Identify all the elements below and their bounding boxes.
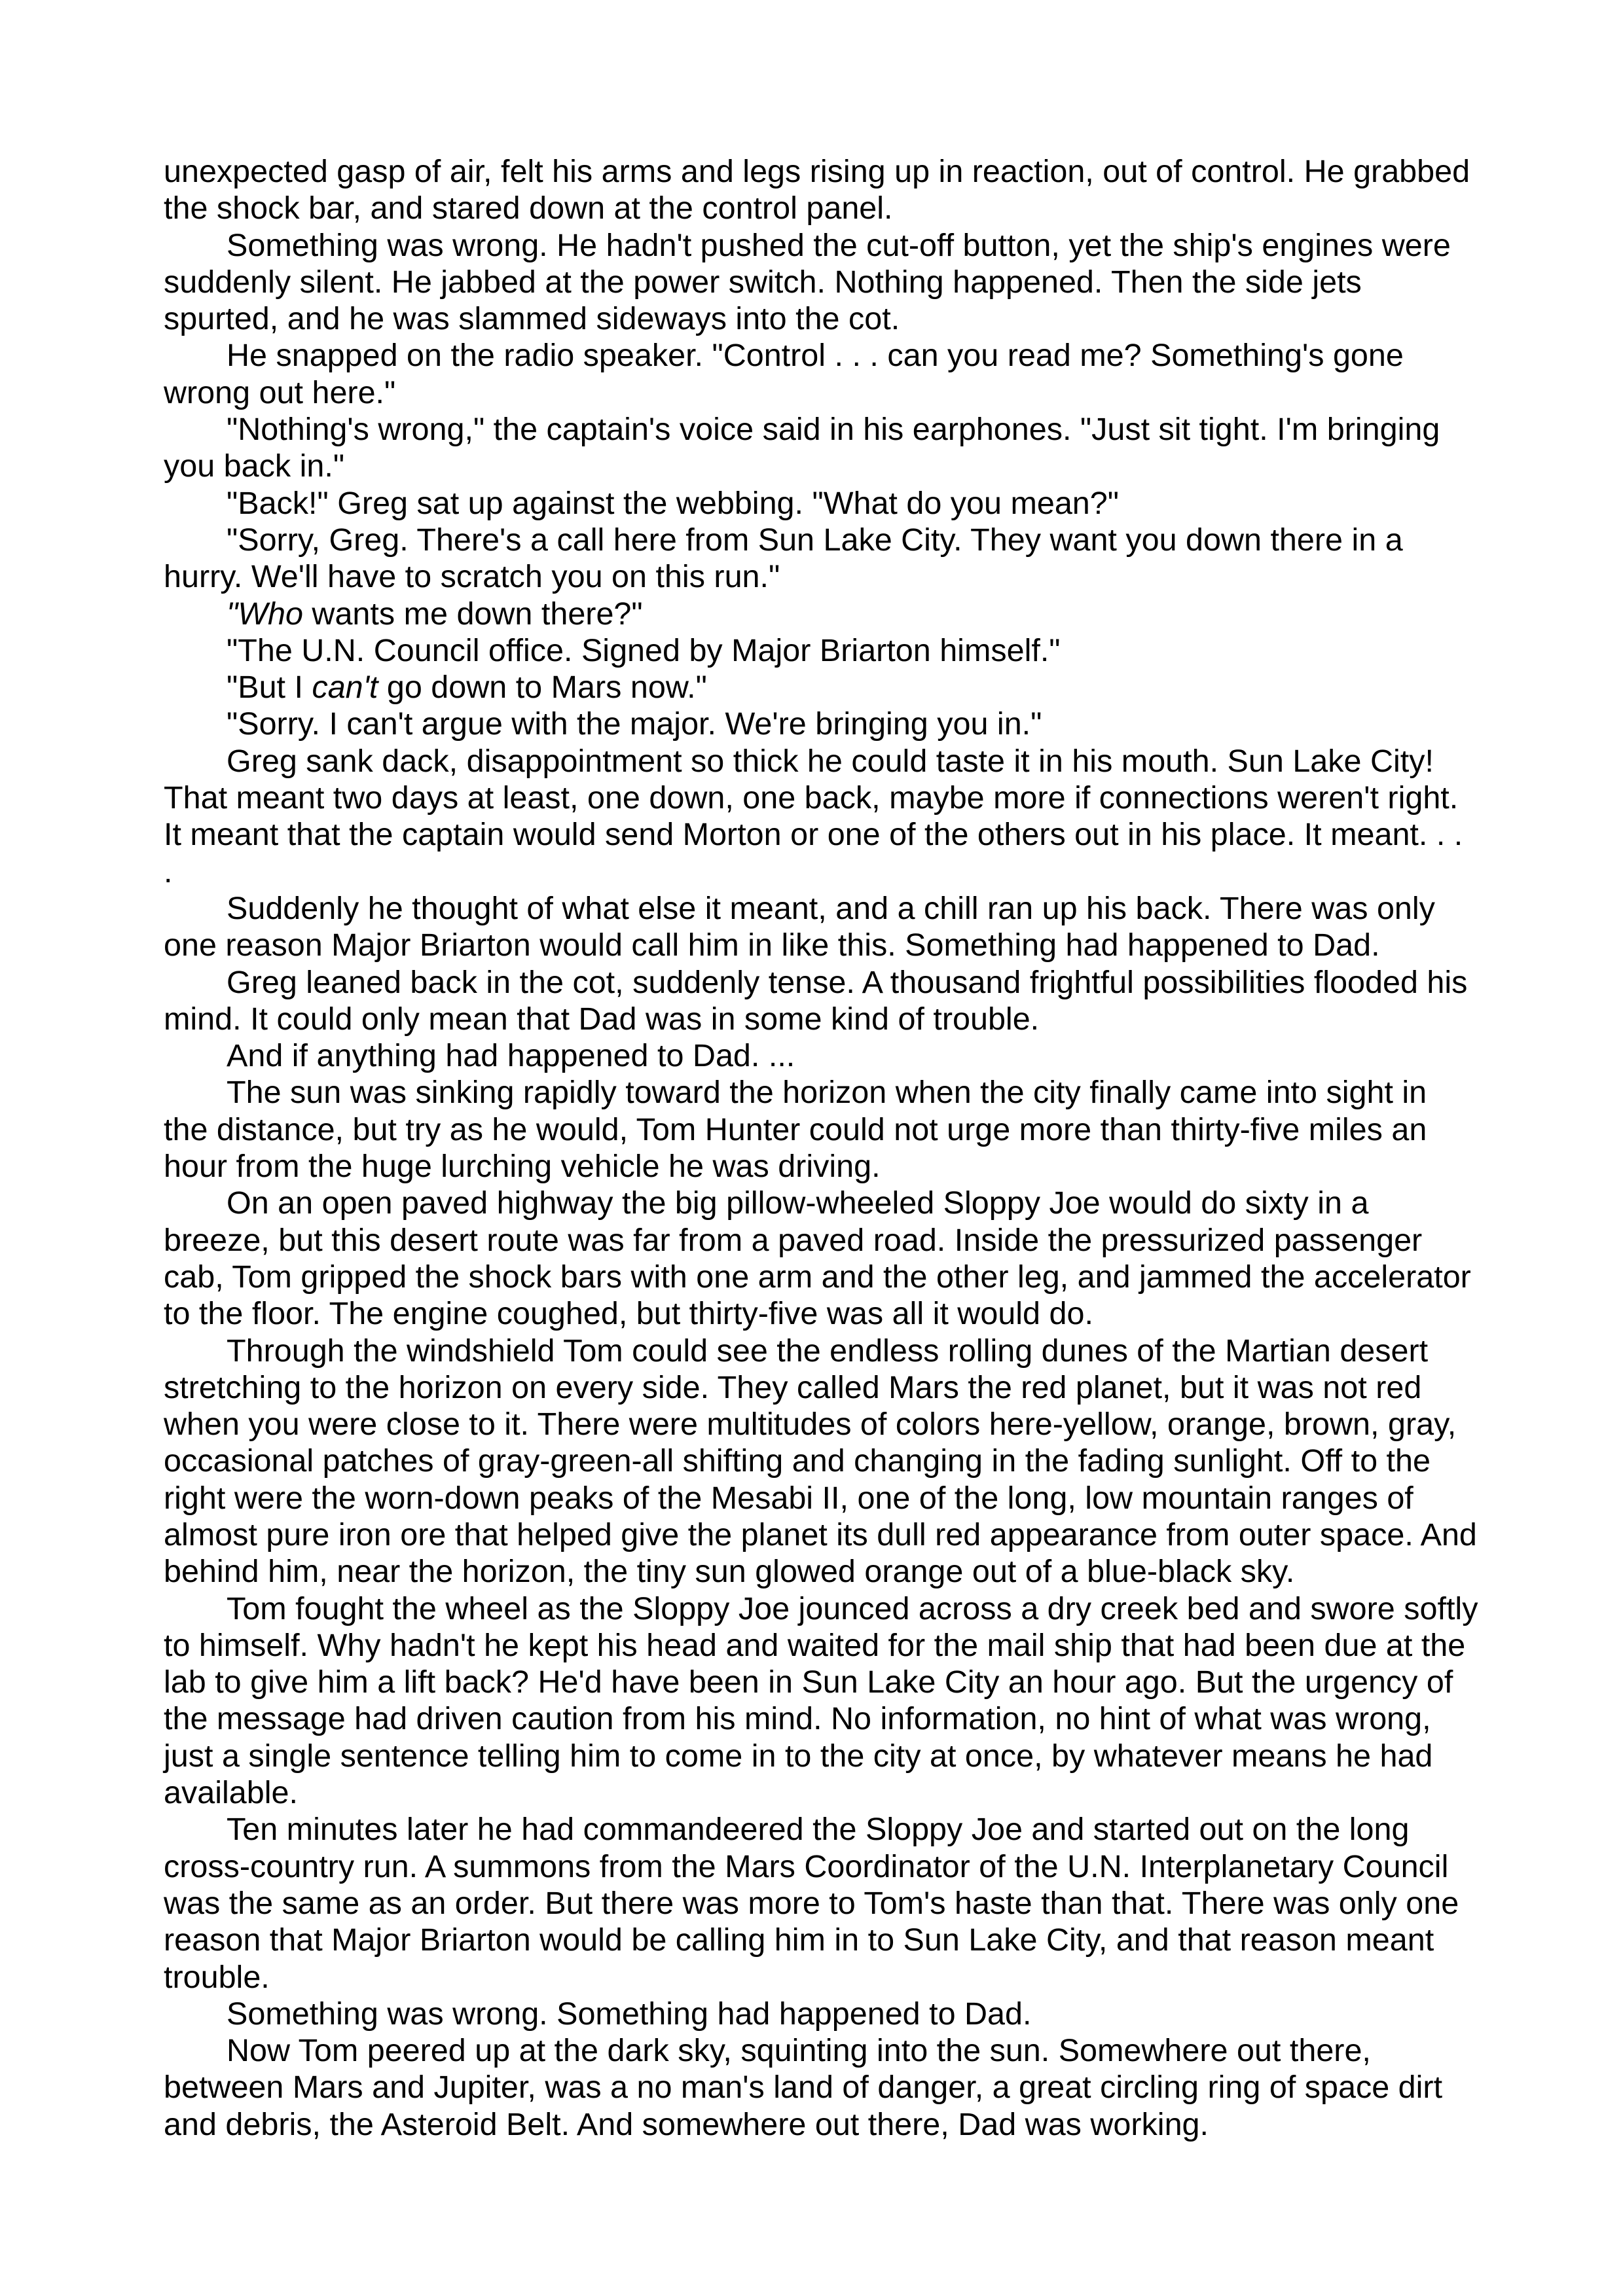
paragraph <box>164 1074 1480 1185</box>
paragraph <box>164 669 1480 706</box>
paragraph <box>164 485 1480 522</box>
paragraph <box>164 522 1480 596</box>
text-run: "The U.N. Council office. Signed by Major Briarton himself." <box>227 632 1061 668</box>
paragraph <box>164 2032 1480 2143</box>
paragraph <box>164 411 1480 485</box>
paragraph <box>164 890 1480 964</box>
text-run: And if anything had happened to Dad. ... <box>227 1038 795 1074</box>
text-run: Suddenly he thought of what else it meant, and a chill ran up his back. There was only one reason Major Briarton would call him in like this. Something had happened to Dad. <box>164 890 1435 963</box>
text-run: Greg sank dack, disappointment so thick he could taste it in his mouth. Sun Lake City! That meant two days at least, one down, one back, maybe more if connections weren't right. It meant that the captain would send Morton or one of the others out in his place. It meant. . . . <box>164 743 1463 889</box>
text-run: Tom fought the wheel as the Sloppy Joe jounced across a dry creek bed and swore softly to himself. Why hadn't he kept his head and waited for the mail ship that had been due at the lab to give him a lift back? He'd have been in Sun Lake City an hour ago. But the urgency of the message had driven caution from his mind. No information, no hint of what was wrong, just a single sentence telling him to come in to the city at once, by whatever means he had available. <box>164 1590 1478 1811</box>
paragraph <box>164 1333 1480 1590</box>
italic-text: "Who <box>227 596 303 632</box>
paragraph <box>164 706 1480 742</box>
text-run: unexpected gasp of air, felt his arms and legs rising up in reaction, out of control. He grabbed the shock bar, and stared down at the control panel. <box>164 154 1470 226</box>
paragraph <box>164 964 1480 1038</box>
paragraph <box>164 632 1480 669</box>
paragraph <box>164 227 1480 338</box>
paragraph <box>164 1185 1480 1332</box>
text-run: Through the windshield Tom could see the endless rolling dunes of the Martian desert stretching to the horizon on every side. They called Mars the red planet, but it was not red when you were close to it. There were multitudes of colors here-yellow, orange, brown, gray, occasional patches of gray-green-all shifting and changing in the fading sunlight. Off to the right were the worn-down peaks of the Mesabi II, one of the long, low mountain ranges of almost pure iron ore that helped give the planet its dull red appearance from outer space. And behind him, near the horizon, the tiny sun glowed orange out of a blue-black sky. <box>164 1333 1477 1590</box>
text-run: wants me down there?" <box>302 596 643 632</box>
text-run: On an open paved highway the big pillow-wheeled Sloppy Joe would do sixty in a breeze, but this desert route was far from a paved road. Inside the pressurized passenger cab, Tom gripped the shock bars with one arm and the other leg, and jammed the accelerator to the floor. The engine coughed, but thirty-five was all it would do. <box>164 1185 1471 1332</box>
text-run: "Nothing's wrong," the captain's voice said in his earphones. "Just sit tight. I'm bringing you back in." <box>164 412 1440 484</box>
paragraph <box>164 596 1480 632</box>
paragraph <box>164 1996 1480 2032</box>
text-run: The sun was sinking rapidly toward the horizon when the city finally came into sight in the distance, but try as he would, Tom Hunter could not urge more than thirty-five miles an hour from the huge lurching vehicle he was driving. <box>164 1075 1427 1185</box>
paragraph <box>164 337 1480 411</box>
paragraph <box>164 1811 1480 1995</box>
text-run: "Sorry. I can't argue with the major. We're bringing you in." <box>227 706 1042 742</box>
text-run: Now Tom peered up at the dark sky, squinting into the sun. Somewhere out there, between Mars and Jupiter, was a no man's land of danger, a great circling ring of space dirt and debris, the Asteroid Belt. And somewhere out there, Dad was working. <box>164 2033 1443 2142</box>
text-run: "But I <box>227 670 312 706</box>
paragraph <box>164 743 1480 890</box>
text-run: "Sorry, Greg. There's a call here from Sun Lake City. They want you down there in a hurry. We'll have to scratch you on this run." <box>164 522 1403 595</box>
text-run: Something was wrong. He hadn't pushed the cut-off button, yet the ship's engines were suddenly silent. He jabbed at the power switch. Nothing happened. Then the side jets spurted, and he was slammed sideways into the cot. <box>164 227 1451 337</box>
paragraph <box>164 153 1480 227</box>
page-body <box>164 153 1480 2143</box>
text-run: Ten minutes later he had commandeered the Sloppy Joe and started out on the long cross-country run. A summons from the Mars Coordinator of the U.N. Interplanetary Council was the same as an order. But there was more to Tom's haste than that. There was only one reason that Major Briarton would be calling him in to Sun Lake City, and that reason meant trouble. <box>164 1812 1459 1995</box>
text-run: He snapped on the radio speaker. "Control . . . can you read me? Something's gone wrong out here." <box>164 338 1404 410</box>
text-run: Greg leaned back in the cot, suddenly tense. A thousand frightful possibilities flooded his mind. It could only mean that Dad was in some kind of trouble. <box>164 964 1468 1037</box>
text-run: "Back!" Greg sat up against the webbing. "What do you mean?" <box>227 485 1119 521</box>
text-run: go down to Mars now." <box>378 670 707 706</box>
italic-text: can't <box>312 670 378 706</box>
paragraph <box>164 1590 1480 1812</box>
text-run: Something was wrong. Something had happened to Dad. <box>227 1996 1032 2032</box>
paragraph <box>164 1037 1480 1074</box>
